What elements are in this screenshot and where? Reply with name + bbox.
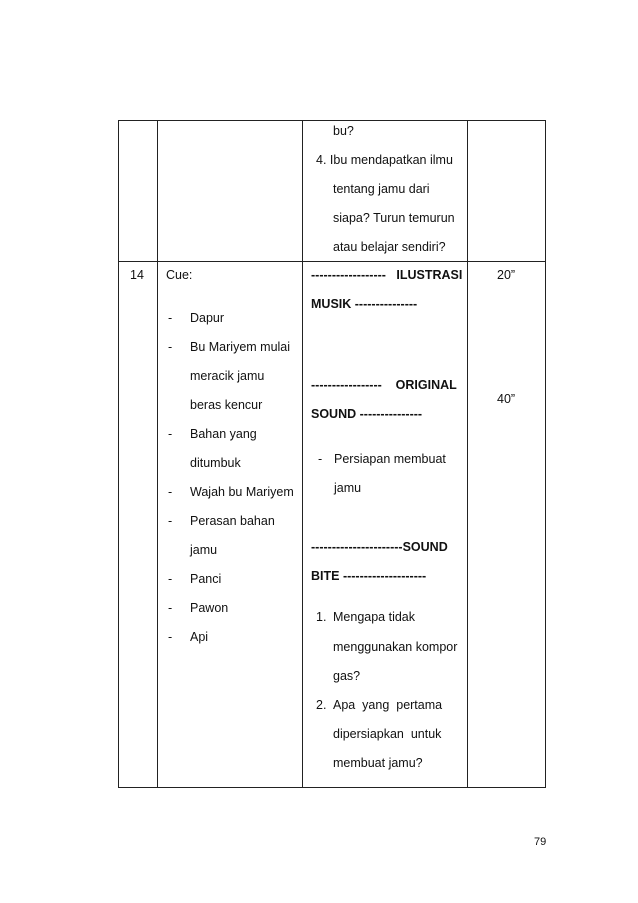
cue-dash: - xyxy=(168,630,173,644)
question-line: Apa yang pertama xyxy=(333,698,443,712)
cue-dash: - xyxy=(168,427,173,441)
cue-dash: - xyxy=(168,340,173,354)
duration-value: 40” xyxy=(497,392,516,406)
narration-line: 4. Ibu mendapatkan ilmu xyxy=(316,153,453,167)
question-line: menggunakan kompor xyxy=(333,640,458,654)
page-number: 79 xyxy=(534,836,547,848)
table-bottom-border xyxy=(118,787,546,788)
cue-item: Dapur xyxy=(190,311,225,325)
cue-item: Perasan bahan xyxy=(190,514,275,528)
question-number: 1. xyxy=(316,610,327,624)
question-line: membuat jamu? xyxy=(333,756,423,770)
cue-item: ditumbuk xyxy=(190,456,241,470)
duration-value: 20” xyxy=(497,268,516,282)
cue-item: beras kencur xyxy=(190,398,263,412)
original-sound-item: jamu xyxy=(334,481,362,495)
original-sound-heading: SOUND --------------- xyxy=(311,407,423,421)
question-line: dipersiapkan untuk xyxy=(333,727,442,741)
column-divider-2 xyxy=(302,120,303,788)
cue-item: Wajah bu Mariyem xyxy=(190,485,294,499)
question-line: Mengapa tidak xyxy=(333,610,416,624)
table-top-border xyxy=(118,120,546,121)
original-sound-heading: ----------------- ORIGINAL xyxy=(311,378,457,392)
cue-dash: - xyxy=(168,311,173,325)
cue-item: Pawon xyxy=(190,601,229,615)
row-number: 14 xyxy=(130,268,144,282)
ilustrasi-musik-heading: ------------------ ILUSTRASI xyxy=(311,268,463,282)
cue-dash: - xyxy=(168,601,173,615)
cue-item: Panci xyxy=(190,572,222,586)
cue-item: jamu xyxy=(190,543,218,557)
narration-line: tentang jamu dari xyxy=(333,182,430,196)
cue-item: meracik jamu xyxy=(190,369,265,383)
row-divider xyxy=(118,261,546,262)
original-sound-dash: - xyxy=(318,452,323,466)
cue-item: Bu Mariyem mulai xyxy=(190,340,291,354)
sound-bite-heading: ----------------------SOUND xyxy=(311,540,448,554)
cue-heading: Cue: xyxy=(166,268,193,282)
question-line: gas? xyxy=(333,669,361,683)
table-left-border xyxy=(118,120,119,788)
narration-line: siapa? Turun temurun xyxy=(333,211,455,225)
narration-line: bu? xyxy=(333,124,354,138)
cue-dash: - xyxy=(168,514,173,528)
cue-item: Bahan yang xyxy=(190,427,257,441)
ilustrasi-musik-heading: MUSIK --------------- xyxy=(311,297,418,311)
cue-dash: - xyxy=(168,485,173,499)
cue-dash: - xyxy=(168,572,173,586)
sound-bite-heading: BITE -------------------- xyxy=(311,569,427,583)
original-sound-item: Persiapan membuat xyxy=(334,452,446,466)
table-right-border xyxy=(545,120,546,788)
question-number: 2. xyxy=(316,698,327,712)
column-divider-3 xyxy=(467,120,468,788)
column-divider-1 xyxy=(157,120,158,788)
narration-line: atau belajar sendiri? xyxy=(333,240,446,254)
cue-item: Api xyxy=(190,630,209,644)
